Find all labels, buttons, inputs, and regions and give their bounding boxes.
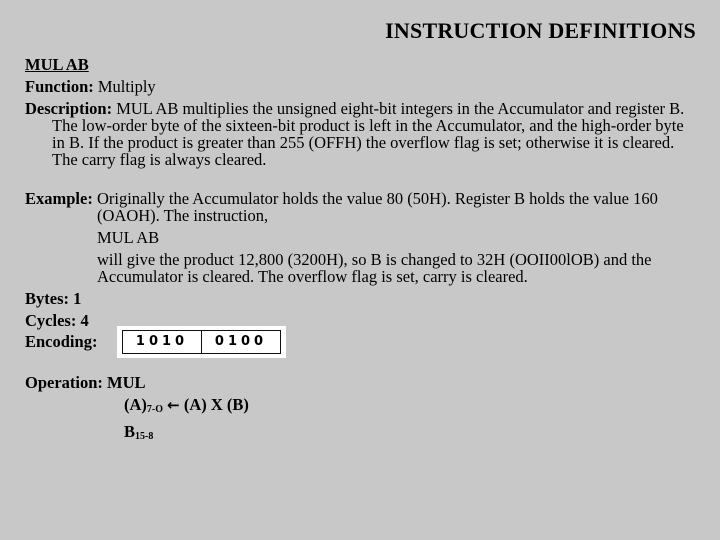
function-row — [25, 78, 695, 95]
operation-line-1 — [25, 396, 695, 418]
example-text: Originally the Accumulator holds the value 80 (50H). Register B holds the value 160 (OAOH). The instruction, — [92, 189, 658, 225]
example-instruction: MUL AB — [97, 228, 160, 247]
description-paragraph — [25, 100, 695, 168]
slide-content — [25, 56, 695, 445]
cycles-row: Cycles: 4 — [25, 311, 89, 330]
description-text: MUL AB multiplies the unsigned eight-bit integers in the Accumulator and register B. The low-order byte of the sixteen-bit product is left in the Accumulator, and the high-order byte in B. If the product is greater than 255 (OFFH) the overflow flag is set; otherwise it is cleared. The carry flag is always cleared. — [52, 99, 685, 169]
slide-title: INSTRUCTION DEFINITIONS — [385, 18, 696, 43]
description-label: Description: — [25, 99, 113, 118]
example-paragraph — [25, 190, 695, 224]
function-text: Multiply — [93, 77, 156, 96]
instruction-heading: MUL AB — [25, 55, 89, 74]
encoding-bitfield — [117, 326, 286, 358]
operation-expression: (A) X (B) — [179, 395, 249, 414]
encoding-label: Encoding: — [25, 332, 98, 351]
encoding-cell-high: 1010 — [122, 330, 201, 354]
operation-line-2 — [25, 423, 695, 445]
function-label: Function: — [25, 77, 94, 96]
left-arrow-icon: ← — [167, 396, 180, 414]
operation-dest-a: (A) — [124, 395, 147, 414]
encoding-row — [25, 325, 695, 358]
operation-dest-b: B — [124, 422, 136, 441]
encoding-cell-low: 0100 — [201, 330, 281, 354]
example-label: Example: — [25, 189, 93, 208]
operation-dest-a-bits: 7-O — [146, 404, 164, 415]
example-result: will give the product 12,800 (3200H), so B is changed to 32H (OOII00lOB) and the Accumulator is cleared. The overflow flag is set, carry is cleared. — [97, 250, 652, 286]
operation-label: Operation: MUL — [25, 373, 146, 392]
bytes-row: Bytes: 1 — [25, 289, 82, 308]
operation-dest-b-bits: 15-8 — [135, 431, 154, 442]
